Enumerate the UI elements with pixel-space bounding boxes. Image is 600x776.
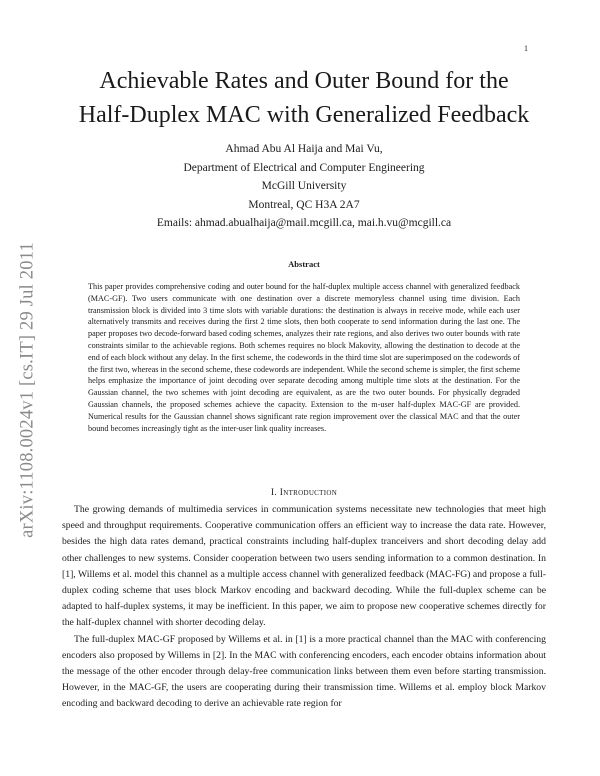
- abstract-heading: Abstract: [288, 259, 320, 269]
- title-line-2: Half-Duplex MAC with Generalized Feedback: [78, 102, 530, 128]
- section-title: Introduction: [279, 488, 338, 498]
- arxiv-stamp-text: arXiv:1108.0024v1 [cs.IT] 29 Jul 2011: [17, 242, 38, 538]
- title-line-1: Achievable Rates and Outer Bound for the: [99, 68, 509, 94]
- paragraph-2: The full-duplex MAC-GF proposed by Willems et al. in [1] is a more practical channel than the MAC with conferencing encoders also proposed by Willems in [2]. In the MAC with conferencing encoders, each encoder obtains information about the message of the other encoder through delay-free communication links between them even before starting transmission. However, in the MAC-GF, the users are cooperating during their transmission time. Willems et al. employ block Markov encoding and backward decoding to derive an achievable rate region for: [62, 633, 546, 710]
- emails: Emails: ahmad.abualhaija@mail.mcgill.ca, mai.h.vu@mcgill.ca: [156, 217, 452, 229]
- paragraph-1: The growing demands of multimedia services in communication systems necessitate new technologies that meet high speed and throughput requirements. Cooperative communication offers an efficient way to increase the data rate. However, besides the high data rates demand, practical constraints including half-duplex tranceivers and short decoding delay add other challenges to new systems. Consider cooperation between two users sending information to a common destination. In [1], Willems et al. model this channel as a multiple access channel with generalized feedback (MAC-FG) and propose a full-duplex coding scheme that uses block Markov encoding and backward decoding. While the full-duplex scheme can be adapted to half-duplex systems, it may be inefficient. In this paper, we aim to propose new cooperative schemes directly for the half-duplex channel with shorter decoding delay.: [62, 504, 546, 629]
- abstract-text: This paper provides comprehensive coding and outer bound for the half-duplex multiple access channel with generalized feedback (MAC-GF). Two users communicate with one destination over a discrete memoryless channel using time division. Each transmission block is divided into 3 time slots with variable durations: the destination is always in receive mode, while each user alternatively transmits and receives during the first 2 time slots, then both cooperate to send information during the last one. The paper proposes two decode-forward based coding schemes, analyzes their rate regions, and also derives two outer bounds with rate constraints similar to the achievable regions. Both schemes requires no block Makovity, allowing the destination to decode at the end of each block without any delay. In the first scheme, the codewords in the third time slot are superimposed on the codewords of the first two, whereas in the second scheme, these codewords are independent. While the second scheme is simpler, the first scheme helps emphasize the importance of joint decoding over separate decoding among multiple time slots at the destination. For the Gaussian channel, the two schemes with joint decoding are equivalent, as are the two outer bounds. For physically degraded Gaussian channels, the proposed schemes achieve the capacity. Extension to the m-user half-duplex MAC-GF are provided. Numerical results for the Gaussian channel shows significant rate region improvement over the classical MAC and that the outer bound becomes increasingly tight as the inter-user link quality increases.: [88, 282, 520, 433]
- arxiv-stamp: [12, 210, 44, 570]
- section-heading: [60, 488, 548, 498]
- university: McGill University: [261, 180, 347, 192]
- department: Department of Electrical and Computer Engineering: [183, 161, 425, 174]
- author-names: Ahmad Abu Al Haija and Mai Vu,: [225, 143, 383, 155]
- body-text: [62, 502, 546, 713]
- section-number: I.: [270, 488, 278, 498]
- location: Montreal, QC H3A 2A7: [248, 198, 360, 211]
- paper-title: [60, 64, 548, 132]
- page-number: 1: [524, 44, 528, 53]
- author-block: [60, 140, 548, 233]
